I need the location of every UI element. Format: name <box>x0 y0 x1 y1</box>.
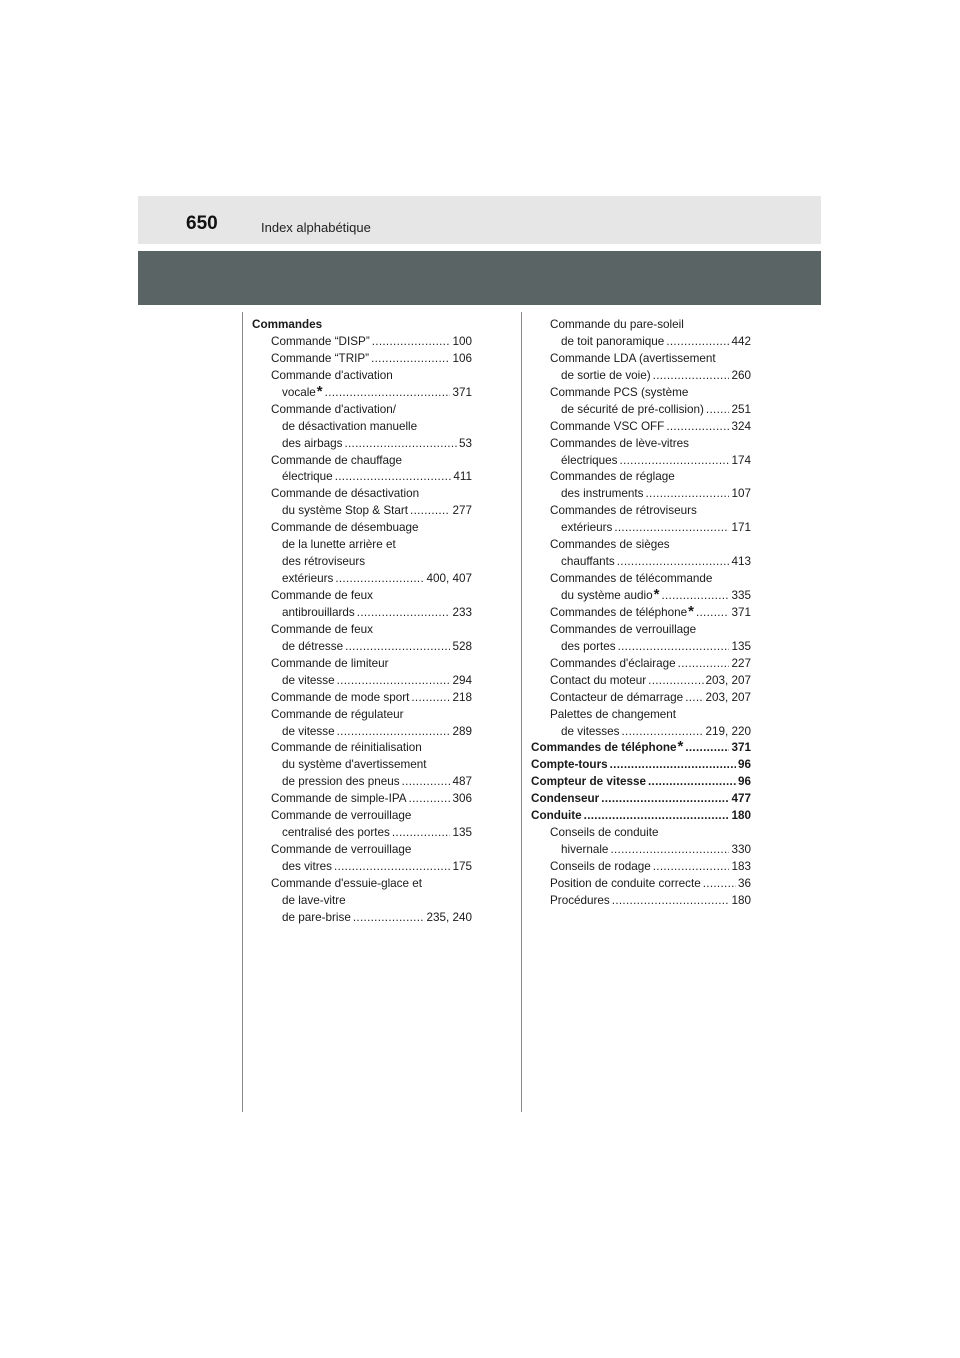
leader-dots <box>601 791 729 808</box>
index-entry-text: du système audio <box>561 589 653 602</box>
index-entry-page: 233 <box>452 605 472 619</box>
leader-dots <box>661 588 729 605</box>
index-entry-text: Commande de simple-IPA <box>271 792 407 806</box>
index-entry: vocale * ..... 371 <box>252 385 472 402</box>
index-entry-text: Compte-tours <box>531 758 608 772</box>
index-entry-text: Commande de mode sport <box>271 690 410 704</box>
leader-dots <box>610 842 729 859</box>
index-entry-page: 203, 207 <box>705 673 751 687</box>
index-entry-text: Commandes de lève-vitres <box>550 436 690 450</box>
leader-dots <box>610 757 736 774</box>
index-entry <box>531 436 751 453</box>
index-entry-text: de vitesses <box>561 724 620 738</box>
index-entry <box>252 791 472 808</box>
index-entry <box>531 757 751 774</box>
index-entry <box>531 385 751 402</box>
index-entry-text: Commande de réinitialisation <box>271 741 422 755</box>
index-entry-text: des instruments <box>561 487 644 501</box>
index-entry-text: électriques <box>561 453 618 467</box>
leader-dots <box>648 774 736 791</box>
index-entry-text: des vitres <box>282 860 333 873</box>
index-entry <box>252 605 472 622</box>
leader-dots <box>344 436 457 453</box>
index-entry-text: de toit panoramique <box>561 334 665 348</box>
index-entry <box>531 351 751 368</box>
index-entry <box>531 317 751 334</box>
index-entry-text: Commande “DISP” <box>271 334 370 348</box>
leader-dots <box>653 859 730 876</box>
index-entry <box>531 876 751 893</box>
index-entry-text: de sécurité de pré-collision) <box>561 402 704 416</box>
index-entry-page: 411 <box>453 470 472 484</box>
leader-dots <box>614 520 729 537</box>
index-entry <box>531 334 751 351</box>
leader-dots <box>337 673 451 690</box>
index-entry-page: 100 <box>452 334 472 348</box>
index-entry-text: de détresse <box>282 639 344 653</box>
leader-dots <box>402 774 451 791</box>
index-entry-page: 289 <box>452 724 472 738</box>
index-entry <box>252 588 472 605</box>
index-entry-page: 335 <box>731 589 751 602</box>
index-entry: Commandes de téléphone * ..... 371 <box>531 740 751 757</box>
index-entry <box>252 317 472 334</box>
index-entry-text: de pare-brise <box>282 910 351 924</box>
index-entry-page: 371 <box>452 385 472 399</box>
index-entry-page: 135 <box>731 639 751 653</box>
index-entry: du système audio * ..... 335 <box>531 588 751 605</box>
index-entry-page: 96 <box>737 758 751 772</box>
index-entry <box>252 639 472 656</box>
index-entry-page: 324 <box>731 419 751 433</box>
index-entry-text: Commandes de téléphone <box>531 741 677 755</box>
index-column-right <box>531 317 751 910</box>
index-entry <box>252 520 472 537</box>
index-entry-text: Commandes <box>252 318 323 331</box>
index-entry-text: Commandes d'éclairage <box>550 656 676 670</box>
left-column-rule <box>242 312 243 1112</box>
index-entry-text: des rétroviseurs <box>282 555 366 569</box>
index-entry-page: 260 <box>731 368 751 382</box>
index-entry-text: Commande PCS (système <box>550 385 689 399</box>
index-entry-text: centralisé des portes <box>282 826 390 840</box>
index-entry-page: 180 <box>731 893 751 907</box>
index-entry <box>252 486 472 503</box>
index-entry <box>252 740 472 757</box>
index-entry-text: de vitesse <box>282 724 335 738</box>
index-entry-page: 306 <box>452 792 472 806</box>
index-entry-text: Position de conduite correcte <box>550 876 701 890</box>
leader-dots <box>617 554 730 571</box>
leader-dots <box>334 859 450 876</box>
index-entry-page: 175 <box>452 860 472 873</box>
index-entry-page: 180 <box>731 809 751 823</box>
index-entry <box>531 690 751 707</box>
index-entry-text: Commandes de téléphone <box>550 605 688 619</box>
index-entry <box>252 334 472 351</box>
index-entry-text: de désactivation manuelle <box>282 419 418 433</box>
index-entry-text: Commande “TRIP” <box>271 351 370 365</box>
index-entry-page: 227 <box>731 656 751 670</box>
index-entry <box>252 808 472 825</box>
leader-dots <box>584 808 730 825</box>
index-entry-text: de lave-vitre <box>282 893 346 907</box>
index-entry <box>252 469 472 486</box>
index-entry <box>531 656 751 673</box>
index-entry-page: 487 <box>452 775 472 789</box>
index-entry-text: Commandes de rétroviseurs <box>550 504 697 518</box>
index-entry <box>531 554 751 571</box>
leader-dots <box>620 453 730 470</box>
leader-dots <box>678 656 730 673</box>
index-entry-text: chauffants <box>561 555 615 569</box>
index-entry <box>252 368 472 385</box>
index-entry-page: 251 <box>731 402 751 416</box>
leader-dots <box>653 368 730 385</box>
index-entry-text: Conduite <box>531 809 582 823</box>
index-entry-page: 330 <box>731 843 751 857</box>
header-band <box>138 196 821 244</box>
index-entry-text: Commandes de télécommande <box>550 572 713 586</box>
leader-dots <box>335 571 424 588</box>
leader-dots <box>371 351 450 368</box>
leader-dots <box>353 910 425 927</box>
leader-dots <box>706 402 730 419</box>
index-entry-page: 174 <box>731 453 751 467</box>
leader-dots <box>685 690 703 707</box>
index-entry <box>531 808 751 825</box>
index-entry <box>531 639 751 656</box>
leader-dots <box>392 825 451 842</box>
index-entry <box>252 876 472 893</box>
index-entry <box>531 503 751 520</box>
leader-dots <box>646 486 730 503</box>
leader-dots <box>621 724 703 741</box>
index-entry-page: 107 <box>731 487 751 501</box>
section-title: Index alphabétique <box>261 220 371 235</box>
index-entry <box>531 774 751 791</box>
page-number: 650 <box>186 213 218 234</box>
index-entry <box>252 859 472 876</box>
index-entry-page: 106 <box>452 351 472 365</box>
index-entry-text: Commande de désactivation <box>271 487 420 501</box>
leader-dots <box>325 385 451 402</box>
index-entry-text: Commande LDA (avertissement <box>550 351 716 365</box>
index-entry <box>531 368 751 385</box>
index-entry-text: antibrouillards <box>282 605 355 619</box>
index-entry-page: 203, 207 <box>705 690 751 704</box>
index-entry-page: 400, 407 <box>426 572 472 586</box>
index-entry <box>531 842 751 859</box>
index-entry-page: 371 <box>731 741 751 755</box>
index-entry-page: 183 <box>731 860 751 873</box>
index-entry-text: extérieurs <box>561 521 613 535</box>
leader-dots <box>612 893 730 910</box>
index-entry <box>252 910 472 927</box>
leader-dots <box>410 503 450 520</box>
index-entry-text: Contacteur de démarrage <box>550 690 684 704</box>
leader-dots <box>648 673 703 690</box>
leader-dots <box>345 639 450 656</box>
index-entry <box>252 622 472 639</box>
index-entry-text: Commande de verrouillage <box>271 809 412 823</box>
index-entry-page: 294 <box>452 673 472 687</box>
index-entry-text: de vitesse <box>282 673 335 687</box>
index-entry-page: 36 <box>737 876 751 890</box>
index-entry <box>252 554 472 571</box>
index-entry <box>252 503 472 520</box>
index-entry <box>252 757 472 774</box>
index-entry-text: de la lunette arrière et <box>282 538 396 552</box>
index-entry-text: Commandes de sièges <box>550 538 670 552</box>
index-entry-text: Palettes de changement <box>550 707 677 721</box>
leader-dots <box>666 334 729 351</box>
index-entry-text: Condenseur <box>531 792 600 806</box>
index-entry <box>531 859 751 876</box>
index-entry <box>252 419 472 436</box>
index-entry-text: Commande d'activation/ <box>271 402 397 416</box>
index-entry-text: des portes <box>561 639 616 653</box>
index-entry <box>531 724 751 741</box>
index-entry <box>252 537 472 554</box>
index-entry-text: de pression des pneus <box>282 775 400 789</box>
leader-dots <box>409 791 451 808</box>
index-entry-page: 219, 220 <box>705 724 751 738</box>
index-entry <box>531 486 751 503</box>
index-entry <box>252 673 472 690</box>
index-entry-page: 96 <box>737 775 751 789</box>
leader-dots <box>411 690 450 707</box>
index-entry <box>531 453 751 470</box>
index-entry <box>252 842 472 859</box>
index-entry <box>531 622 751 639</box>
index-entry-page: 528 <box>452 639 472 653</box>
index-entry-page: 371 <box>731 605 751 619</box>
index-entry-text: Contact du moteur <box>550 673 647 687</box>
index-entry-page: 413 <box>731 555 751 569</box>
index-entry <box>531 571 751 588</box>
index-entry-text: Commande de chauffage <box>271 453 403 467</box>
index-entry <box>252 724 472 741</box>
index-entry <box>252 825 472 842</box>
index-entry-page: 171 <box>731 521 751 535</box>
index-entry-text: Procédures <box>550 893 610 907</box>
index-entry: Commandes de téléphone * ..... 371 <box>531 605 751 622</box>
index-entry-page: 477 <box>731 792 751 806</box>
index-entry <box>531 893 751 910</box>
index-entry <box>252 774 472 791</box>
index-entry <box>531 537 751 554</box>
index-entry <box>531 825 751 842</box>
index-entry-text: Compteur de vitesse <box>531 775 646 789</box>
index-entry <box>252 453 472 470</box>
index-entry-text: de sortie de voie) <box>561 368 651 382</box>
index-entry-text: Commande de feux <box>271 622 373 636</box>
leader-dots <box>703 876 736 893</box>
index-entry-text: extérieurs <box>282 572 334 586</box>
index-entry <box>531 791 751 808</box>
index-entry-page: 277 <box>452 504 472 518</box>
leader-dots <box>337 724 451 741</box>
index-entry-page: 235, 240 <box>426 910 472 924</box>
index-entry <box>252 707 472 724</box>
index-entry <box>252 571 472 588</box>
leader-dots <box>666 419 729 436</box>
index-column-left <box>252 317 472 927</box>
leader-dots <box>335 469 452 486</box>
index-entry-text: Conseils de conduite <box>550 826 659 840</box>
index-entry-text: Commande du pare-soleil <box>550 318 684 331</box>
index-entry-text: vocale <box>282 385 316 399</box>
index-entry-page: 442 <box>731 334 751 348</box>
index-entry-text: Commandes de réglage <box>550 470 675 484</box>
index-entry-text: hivernale <box>561 843 609 857</box>
leader-dots <box>357 605 451 622</box>
index-entry-text: du système d'avertissement <box>282 758 427 772</box>
index-entry <box>531 520 751 537</box>
index-entry-text: Commande de verrouillage <box>271 843 412 857</box>
index-entry-text: Commande de régulateur <box>271 707 404 721</box>
index-entry-text: des airbags <box>282 436 343 450</box>
index-entry-text: Commandes de verrouillage <box>550 622 697 636</box>
index-entry <box>531 469 751 486</box>
right-column-rule <box>521 312 522 1112</box>
index-entry-text: Commande d'essuie-glace et <box>271 876 423 890</box>
index-entry-text: Commande VSC OFF <box>550 419 665 433</box>
index-entry <box>531 673 751 690</box>
index-entry <box>252 436 472 453</box>
index-entry-text: Commande de limiteur <box>271 656 389 670</box>
index-entry <box>252 656 472 673</box>
index-entry <box>252 893 472 910</box>
index-entry-text: Conseils de rodage <box>550 860 651 873</box>
index-entry-text: Commande d'activation <box>271 368 393 382</box>
index-entry <box>252 351 472 368</box>
index-entry-page: 53 <box>458 436 472 450</box>
leader-dots <box>696 605 730 622</box>
index-entry-text: Commande de feux <box>271 589 373 602</box>
leader-dots <box>372 334 451 351</box>
index-entry <box>531 402 751 419</box>
leader-dots <box>685 740 729 757</box>
index-entry <box>252 690 472 707</box>
header-bar <box>138 251 821 305</box>
index-entry-page: 135 <box>452 826 472 840</box>
index-entry-text: du système Stop & Start <box>282 504 409 518</box>
leader-dots <box>618 639 730 656</box>
index-entry <box>531 419 751 436</box>
index-entry-text: Commande de désembuage <box>271 521 419 535</box>
index-entry-text: électrique <box>282 470 333 484</box>
index-entry <box>531 707 751 724</box>
index-entry <box>252 402 472 419</box>
index-entry-page: 218 <box>452 690 472 704</box>
